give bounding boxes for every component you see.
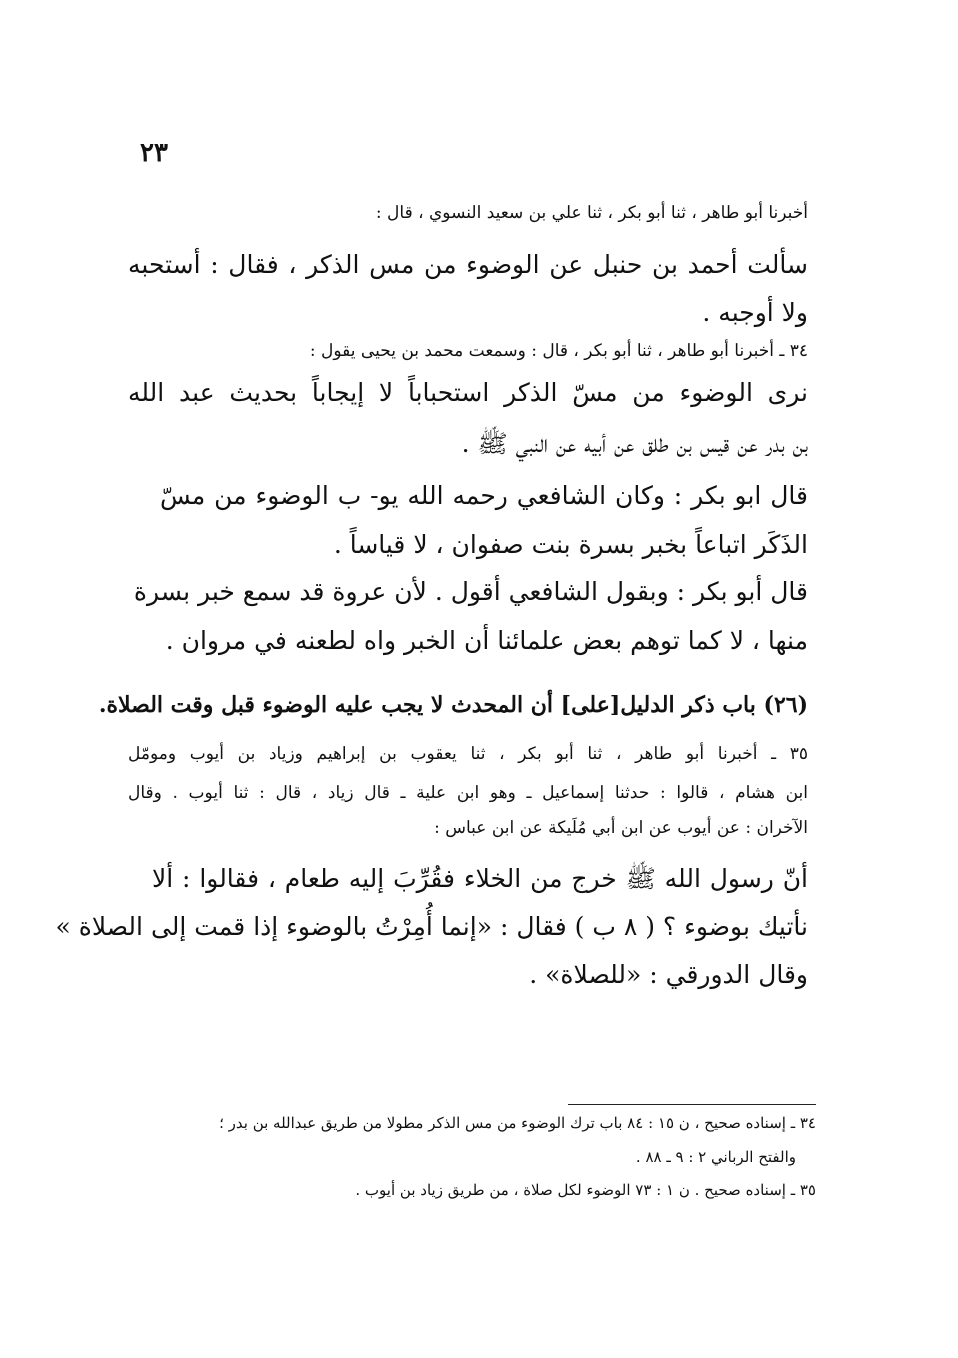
footnote-line: ٣٥ ـ إسناده صحيح . ن ١ : ٧٣ الوضوء لكل صلاة ، من طريق زياد بن أيوب .	[355, 1181, 816, 1199]
text-line: سألت أحمد بن حنبل عن الوضوء من مس الذكر ، فقال : أستحبه	[128, 250, 808, 279]
footnote-divider	[568, 1104, 816, 1105]
text-line: أخبرنا أبو طاهر ، ثنا أبو بكر ، ثنا علي بن سعيد النسوي ، قال :	[375, 203, 808, 223]
text-line: ٣٤ ـ أخبرنا أبو طاهر ، ثنا أبو بكر ، قال : وسمعت محمد بن يحيى يقول :	[309, 341, 808, 361]
text-line: بن بدر عن قيس بن طلق عن أبيه عن النبي ﷺ .	[461, 429, 808, 458]
footnote-line: ٣٤ ـ إسناده صحيح ، ن ١٥ : ٨٤ باب ترك الوضوء من مس الذكر مطولا من طريق عبدالله بن بدر ؛	[219, 1114, 816, 1132]
text-line: الآخران : عن أيوب عن ابن أبي مُلَيكة عن ابن عباس :	[434, 818, 808, 838]
text-line: أنّ رسول الله ﷺ خرج من الخلاء فقُرِّبَ إليه طعام ، فقالوا : ألا	[152, 864, 808, 893]
text-line: قال أبو بكر : وبقول الشافعي أقول . لأن عروة قد سمع خبر بسرة	[133, 577, 808, 606]
text-line: ٣٥ ـ أخبرنا أبو طاهر ، ثنا أبو بكر ، ثنا يعقوب بن إبراهيم وزياد بن أيوب ومومّل	[128, 744, 808, 764]
text-line: الذَكَر اتباعاً بخبر بسرة بنت صفوان ، لا قياساً .	[333, 530, 808, 559]
text-line: ابن هشام ، قالوا : حدثنا إسماعيل ـ وهو ابن علية ـ قال زياد ، قال : ثنا أيوب . وقال	[128, 783, 808, 803]
text-line: ولا أوجبه .	[702, 298, 808, 327]
footnote-line: والفتح الرباني ٢ : ٩ ـ ٨٨ .	[635, 1148, 796, 1166]
text-line: وقال الدورقي : «للصلاة» .	[529, 960, 808, 989]
chapter-heading: (٢٦) باب ذكر الدليل[على] أن المحدث لا يجب عليه الوضوء قبل وقت الصلاة.	[98, 692, 808, 718]
text-line: منها ، لا كما توهم بعض علمائنا أن الخبر واه لطعنه في مروان .	[165, 626, 808, 655]
text-line: قال ابو بكر : وكان الشافعي رحمه الله يو- ب الوضوء من مسّ	[160, 481, 808, 510]
page-number: ٢٣	[140, 138, 168, 168]
text-line: نأتيك بوضوء ؟ ( ٨ ب ) فقال : «إنما أُمِرْتُ بالوضوء إذا قمت إلى الصلاة »	[55, 912, 808, 941]
text-line: نرى الوضوء من مسّ الذكر استحباباً لا إيجاباً بحديث عبد الله	[128, 378, 808, 407]
